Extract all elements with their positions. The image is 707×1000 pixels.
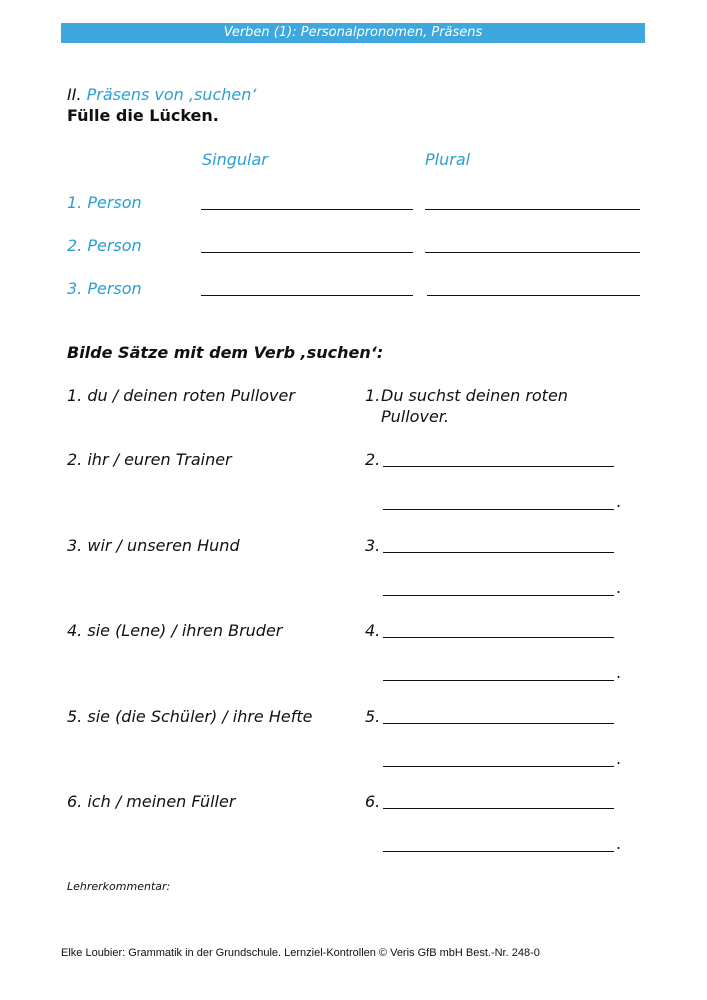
answer-blank-2b[interactable] [383, 509, 614, 510]
footer-credit: Elke Loubier: Grammatik in der Grundschule. Lernziel-Kontrollen © Veris GfB mbH Best.-Nr. 248-0 [61, 947, 540, 959]
answer-blank-6b[interactable] [383, 851, 614, 852]
plural-blank-1[interactable] [425, 209, 640, 210]
period-5: . [616, 749, 622, 768]
period-2: . [616, 492, 622, 511]
prompt-1: 1. du / deinen roten Pullover [67, 386, 295, 405]
section-heading [67, 85, 256, 104]
answer-blank-5b[interactable] [383, 766, 614, 767]
answer-blank-5a[interactable] [383, 723, 614, 724]
column-plural: Plural [425, 150, 471, 169]
answer-number-6: 6. [365, 792, 381, 811]
answer-number-1: 1. [365, 386, 381, 405]
answer-blank-4a[interactable] [383, 637, 614, 638]
section-number: II. [67, 85, 82, 104]
answer-blank-3b[interactable] [383, 595, 614, 596]
answer-number-3: 3. [365, 536, 381, 555]
person-label-2: 2. Person [67, 236, 142, 255]
section-title: Präsens von ‚suchen‘ [86, 85, 257, 104]
period-4: . [616, 663, 622, 682]
singular-blank-3[interactable] [201, 295, 413, 296]
answer-number-4: 4. [365, 621, 381, 640]
person-label-1: 1. Person [67, 193, 142, 212]
answer-blank-6a[interactable] [383, 808, 614, 809]
page-header-bar [61, 23, 645, 43]
prompt-3: 3. wir / unseren Hund [67, 536, 240, 555]
task-instruction: Bilde Sätze mit dem Verb ‚suchen‘: [67, 343, 384, 362]
prompt-2: 2. ihr / euren Trainer [67, 450, 232, 469]
example-answer-line-1: Du suchst deinen roten [381, 386, 568, 405]
answer-blank-3a[interactable] [383, 552, 614, 553]
period-6: . [616, 834, 622, 853]
answer-number-2: 2. [365, 450, 381, 469]
column-singular: Singular [202, 150, 268, 169]
singular-blank-2[interactable] [201, 252, 413, 253]
person-label-3: 3. Person [67, 279, 142, 298]
answer-blank-2a[interactable] [383, 466, 614, 467]
prompt-4: 4. sie (Lene) / ihren Bruder [67, 621, 283, 640]
period-3: . [616, 578, 622, 597]
section-instruction: Fülle die Lücken. [67, 106, 219, 125]
plural-blank-3[interactable] [427, 295, 640, 296]
singular-blank-1[interactable] [201, 209, 413, 210]
answer-number-5: 5. [365, 707, 381, 726]
answer-blank-4b[interactable] [383, 680, 614, 681]
prompt-6: 6. ich / meinen Füller [67, 792, 236, 811]
plural-blank-2[interactable] [425, 252, 640, 253]
prompt-5: 5. sie (die Schüler) / ihre Hefte [67, 707, 313, 726]
page-header-title: Verben (1): Personalpronomen, Präsens [223, 25, 483, 40]
teacher-comment-label: Lehrerkommentar: [67, 880, 171, 893]
example-answer-line-2: Pullover. [381, 407, 449, 426]
